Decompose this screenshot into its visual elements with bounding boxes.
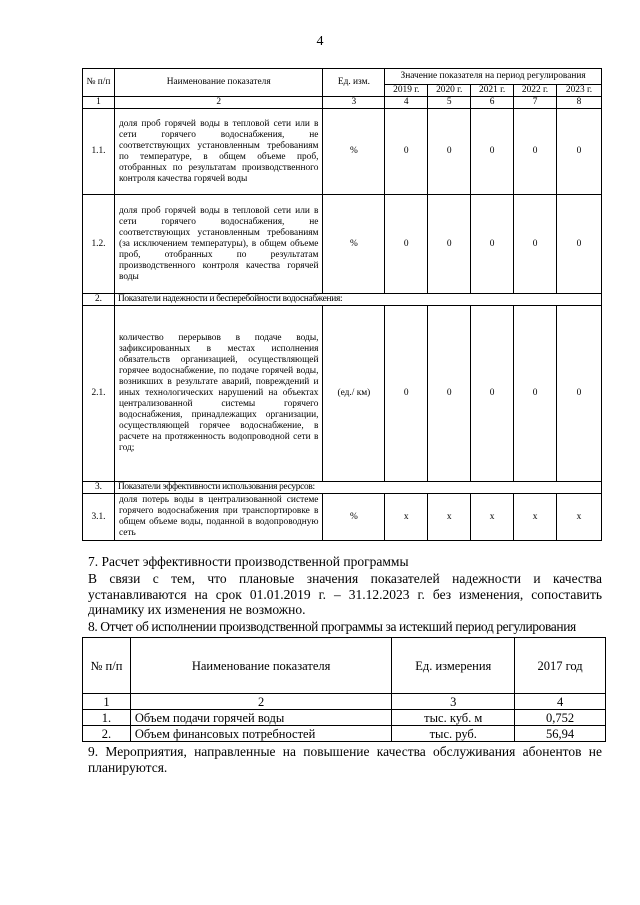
row-value: 0 xyxy=(557,109,602,195)
row-name: количество перерывов в подаче воды, зафиксированных в местах исполнения обязательств организацией, осуществляющей горячее водоснабжение, по подаче горячей воды, возникших в результате аварий, повреждений и иных технологических нарушений на объектах централизованной системы горячего водоснабжения, принадлежащих организации, осуществляющей горячее водоснабжение, в расчете на протяженность водопроводной сети в год; xyxy=(114,306,323,482)
row-num: 2. xyxy=(83,726,131,742)
section-title: Показатели эффективности использования ресурсов: xyxy=(114,482,601,494)
row-value: 0 xyxy=(471,195,514,294)
col-num: 7 xyxy=(514,97,557,109)
row-unit: тыс. куб. м xyxy=(392,710,515,726)
col-num: 4 xyxy=(385,97,428,109)
row-unit: % xyxy=(323,494,385,541)
col-num: 2 xyxy=(130,694,391,710)
row-num: 2.1. xyxy=(83,306,115,482)
table-row xyxy=(83,195,602,294)
row-value: х xyxy=(471,494,514,541)
header-year: 2021 г. xyxy=(471,85,514,97)
table-row xyxy=(83,109,602,195)
column-numbers-row xyxy=(83,97,602,109)
col-num: 8 xyxy=(557,97,602,109)
section-row xyxy=(83,482,602,494)
page-number: 4 xyxy=(316,34,324,49)
row-value: 0 xyxy=(385,109,428,195)
row-unit: (ед./ км) xyxy=(323,306,385,482)
col-num: 6 xyxy=(471,97,514,109)
row-value: 56,94 xyxy=(515,726,606,742)
indicators-table xyxy=(82,68,602,541)
row-num: 1.1. xyxy=(83,109,115,195)
row-value: 0 xyxy=(385,195,428,294)
row-name: доля потерь воды в централизованной системе горячего водоснабжения при транспортировке в общем объеме воды, поданной в водопроводную сеть xyxy=(114,494,323,541)
row-value: 0 xyxy=(514,109,557,195)
header-num: № п/п xyxy=(83,638,131,694)
row-name: Объем финансовых потребностей xyxy=(130,726,391,742)
row-name: доля проб горячей воды в тепловой сети или в сети горячего водоснабжения, не соответствующих установленным требованиям (за исключением температуры), в общем объеме проб, отобранных по результатам производственного контроля качества горячей воды xyxy=(114,195,323,294)
section-8-heading: 8. Отчет об исполнении производственной программы за истекший период регулирования xyxy=(88,619,576,634)
row-value: 0 xyxy=(471,109,514,195)
row-value: х xyxy=(514,494,557,541)
header-name: Наименование показателя xyxy=(130,638,391,694)
header-year: 2020 г. xyxy=(428,85,471,97)
col-num: 3 xyxy=(323,97,385,109)
row-value: 0 xyxy=(514,195,557,294)
row-value: 0,752 xyxy=(515,710,606,726)
header-year: 2017 год xyxy=(515,638,606,694)
row-value: 0 xyxy=(428,306,471,482)
section-row xyxy=(83,294,602,306)
col-num: 1 xyxy=(83,97,115,109)
row-unit: тыс. руб. xyxy=(392,726,515,742)
row-value: 0 xyxy=(557,195,602,294)
row-value: 0 xyxy=(428,195,471,294)
header-values: Значение показателя на период регулирования xyxy=(385,69,602,85)
row-value: 0 xyxy=(471,306,514,482)
section-num: 3. xyxy=(83,482,115,494)
row-value: х xyxy=(557,494,602,541)
row-unit: % xyxy=(323,195,385,294)
row-unit: % xyxy=(323,109,385,195)
header-year: 2019 г. xyxy=(385,85,428,97)
header-year: 2023 г. xyxy=(557,85,602,97)
row-value: х xyxy=(428,494,471,541)
section-title: Показатели надежности и бесперебойности водоснабжения: xyxy=(114,294,601,306)
header-num: № п/п xyxy=(83,69,115,97)
column-numbers-row xyxy=(83,694,606,710)
row-num: 3.1. xyxy=(83,494,115,541)
section-7-heading: 7. Расчет эффективности производственной программы xyxy=(88,554,409,569)
section-num: 2. xyxy=(83,294,115,306)
header-unit: Ед. измерения xyxy=(392,638,515,694)
table-row xyxy=(83,306,602,482)
header-name: Наименование показателя xyxy=(114,69,323,97)
table-row xyxy=(83,494,602,541)
report-table xyxy=(82,637,606,742)
col-num: 5 xyxy=(428,97,471,109)
col-num: 2 xyxy=(114,97,323,109)
header-year: 2022 г. xyxy=(514,85,557,97)
section-7-text: В связи с тем, что плановые значения показателей надежности и качества устанавливаются на срок 01.01.2019 г. – 31.12.2023 г. без изменения, сопоставить динамику их изменения не возможно. xyxy=(88,571,602,617)
row-num: 1. xyxy=(83,710,131,726)
row-name: доля проб горячей воды в тепловой сети или в сети горячего водоснабжения, не соответствующих установленным требованиям по температуре, в общем объеме проб, отобранных по результатам производственного контроля качества горячей воды xyxy=(114,109,323,195)
col-num: 4 xyxy=(515,694,606,710)
table-row xyxy=(83,710,606,726)
table-row xyxy=(83,726,606,742)
col-num: 3 xyxy=(392,694,515,710)
row-name: Объем подачи горячей воды xyxy=(130,710,391,726)
col-num: 1 xyxy=(83,694,131,710)
row-value: х xyxy=(385,494,428,541)
row-value: 0 xyxy=(385,306,428,482)
row-value: 0 xyxy=(514,306,557,482)
row-value: 0 xyxy=(428,109,471,195)
row-value: 0 xyxy=(557,306,602,482)
row-num: 1.2. xyxy=(83,195,115,294)
header-unit: Ед. изм. xyxy=(323,69,385,97)
section-9-text: 9. Мероприятия, направленные на повышение качества обслуживания абонентов не планируются. xyxy=(88,744,602,775)
